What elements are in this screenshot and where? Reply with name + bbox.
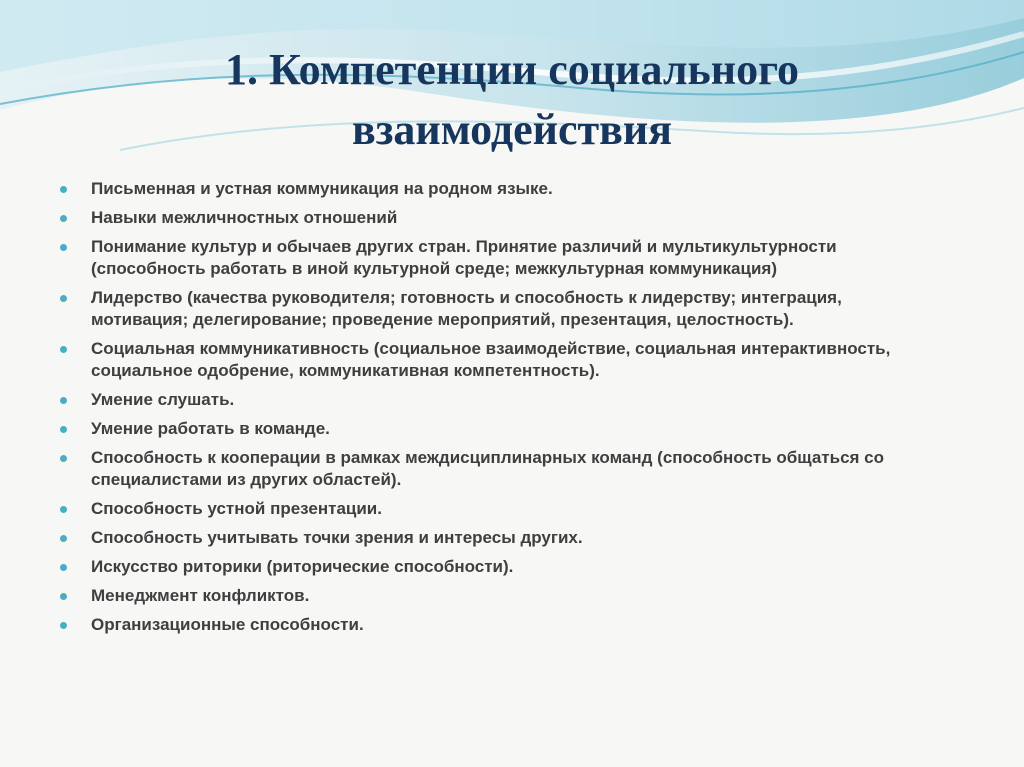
bullet-icon bbox=[60, 506, 67, 513]
list-item-text: Искусство риторики (риторические способности). bbox=[91, 557, 514, 576]
bullet-icon bbox=[60, 455, 67, 462]
list-item-text: Способность устной презентации. bbox=[91, 499, 382, 518]
bullet-icon bbox=[60, 397, 67, 404]
page-title bbox=[0, 40, 1024, 160]
title-line-1: 1. Компетенции социального bbox=[224, 45, 800, 94]
bullet-icon bbox=[60, 593, 67, 600]
list-item-text: Навыки межличностных отношений bbox=[91, 208, 398, 227]
list-item-text: Понимание культур и обычаев других стран. Принятие различий и мультикультурности (способность работать в иной культурной среде; межкультурная коммуникация) bbox=[91, 237, 837, 278]
bullet-icon bbox=[60, 215, 67, 222]
list-item bbox=[58, 556, 938, 578]
list-item-text: Менеджмент конфликтов. bbox=[91, 586, 310, 605]
bullet-icon bbox=[60, 244, 67, 251]
list-item bbox=[58, 585, 938, 607]
list-item bbox=[58, 338, 938, 382]
list-item bbox=[58, 418, 938, 440]
bullet-icon bbox=[60, 346, 67, 353]
bullet-icon bbox=[60, 622, 67, 629]
title-line-2: взаимодействия bbox=[351, 105, 673, 154]
bullet-icon bbox=[60, 564, 67, 571]
list-item-text: Способность учитывать точки зрения и интересы других. bbox=[91, 528, 583, 547]
list-item bbox=[58, 236, 938, 280]
bullet-icon bbox=[60, 426, 67, 433]
list-item bbox=[58, 498, 938, 520]
list-item-text: Умение работать в команде. bbox=[91, 419, 330, 438]
list-item bbox=[58, 527, 938, 549]
list-item-text: Социальная коммуникативность (социальное взаимодействие, социальная интерактивность, социальное одобрение, коммуникативная компетентность). bbox=[91, 339, 891, 380]
list-item-text: Способность к кооперации в рамках междисциплинарных команд (способность общаться со специалистами из других областей). bbox=[91, 448, 885, 489]
list-item-text: Лидерство (качества руководителя; готовность и способность к лидерству; интеграция, мотивация; делегирование; проведение мероприятий, презентация, целостность). bbox=[91, 288, 842, 329]
list-item bbox=[58, 389, 938, 411]
list-item bbox=[58, 207, 938, 229]
bullet-icon bbox=[60, 295, 67, 302]
bullet-list bbox=[58, 178, 938, 643]
list-item-text: Умение слушать. bbox=[91, 390, 235, 409]
list-item bbox=[58, 614, 938, 636]
list-item-text: Организационные способности. bbox=[91, 615, 364, 634]
list-item bbox=[58, 178, 938, 200]
list-item-text: Письменная и устная коммуникация на родном языке. bbox=[91, 179, 553, 198]
list-item bbox=[58, 447, 938, 491]
bullet-icon bbox=[60, 186, 67, 193]
list-item bbox=[58, 287, 938, 331]
bullet-icon bbox=[60, 535, 67, 542]
